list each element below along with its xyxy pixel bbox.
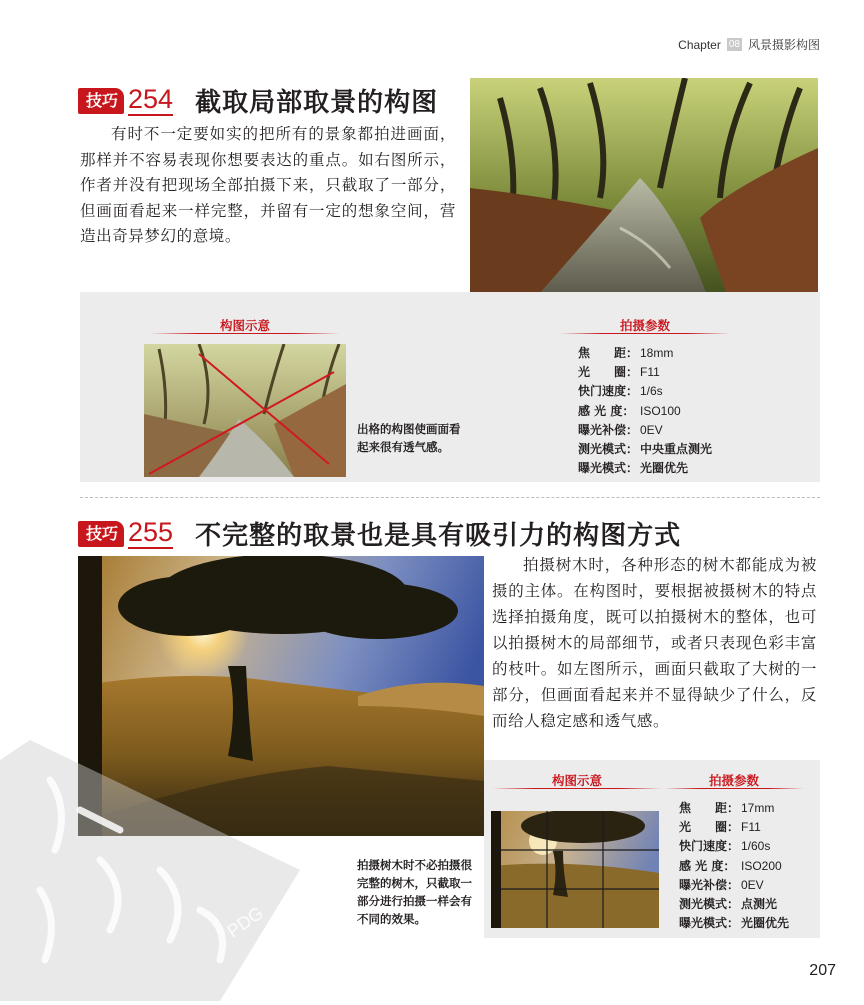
param-exposure-mode: 曝光模式： 光圈优先 [578,461,689,476]
diagram-label-rule [150,333,340,334]
tip-254-params [578,344,778,478]
param-focal-length: 焦 距： 17mm [679,801,775,815]
chapter-word: Chapter [678,37,721,52]
param-aperture: 光 圈： F11 [679,820,761,835]
params-label-rule [664,788,804,789]
tip-255-caption: 拍摄树木时不必拍摄很完整的树木，只截取一部分进行拍摄一样会有不同的效果。 [357,858,472,926]
tip-badge: 技巧 [78,521,124,547]
watermark-text: PDG [223,902,267,942]
tip-255-heading [78,515,681,552]
tip-254-caption: 出格的构图使画面看起来很有透气感。 [357,422,461,454]
param-aperture: 光 圈： F11 [578,365,660,380]
composition-diagram [491,811,659,928]
section-divider [80,497,820,498]
param-exposure-compensation: 曝光补偿： 0EV [578,422,663,437]
forest-stream-photo [470,78,818,304]
tip-255-paragraph: 拍摄树木时，各种形态的树木都能成为被摄的主体。在构图时，要根据被摄树木的特点选择拍摄角度，既可以拍摄树木的整体，也可以拍摄树木的局部细节，或者只表现色彩丰富的枝叶。如左图所示，画面只截取了大树的一部分，但画面看起来并不显得缺少了什么，反而给人稳定感和透气感。 [492,556,817,730]
diagram-label: 构图示意 [551,773,602,788]
param-shutter-speed: 快门速度： 1/6s [578,384,663,399]
tip-badge: 技巧 [78,88,124,114]
chapter-number: 08 [728,39,740,50]
tip-255-params [679,799,819,933]
param-iso: 感 光 度： ISO100 [578,403,681,418]
params-label-rule [560,333,730,334]
running-header [678,36,820,53]
library-watermark-stamp [0,720,310,1001]
params-label: 拍摄参数 [708,773,759,788]
param-metering-mode: 测光模式： 中央重点测光 [578,442,713,457]
tip-number: 254 [128,84,174,114]
chapter-title: 风景摄影构图 [747,38,820,52]
param-metering-mode: 测光模式： 点测光 [679,897,778,912]
tip-title: 截取局部取景的构图 [195,88,439,118]
params-label: 拍摄参数 [619,318,670,333]
tip-title: 不完整的取景也是具有吸引力的构图方式 [195,521,682,551]
param-iso: 感 光 度： ISO200 [679,858,782,873]
param-focal-length: 焦 距： 18mm [578,346,674,360]
param-shutter-speed: 快门速度： 1/60s [679,839,771,854]
param-exposure-compensation: 曝光补偿： 0EV [679,877,764,892]
page-number: 207 [809,962,836,979]
tip-number: 255 [128,517,174,547]
diagram-label: 构图示意 [219,318,270,333]
param-exposure-mode: 曝光模式： 光圈优先 [679,916,790,931]
tip-254-paragraph: 有时不一定要如实的把所有的景象都拍进画面，那样并不容易表现你想要表达的重点。如右图所示，作者并没有把现场全部拍摄下来，只截取了一部分，但画面看起来一样完整，并留有一定的想象空间，营造出奇异梦幻的意境。 [80,125,456,245]
diagram-label-rule [492,788,662,789]
tip-254-heading [78,82,438,119]
composition-diagram [144,344,346,477]
